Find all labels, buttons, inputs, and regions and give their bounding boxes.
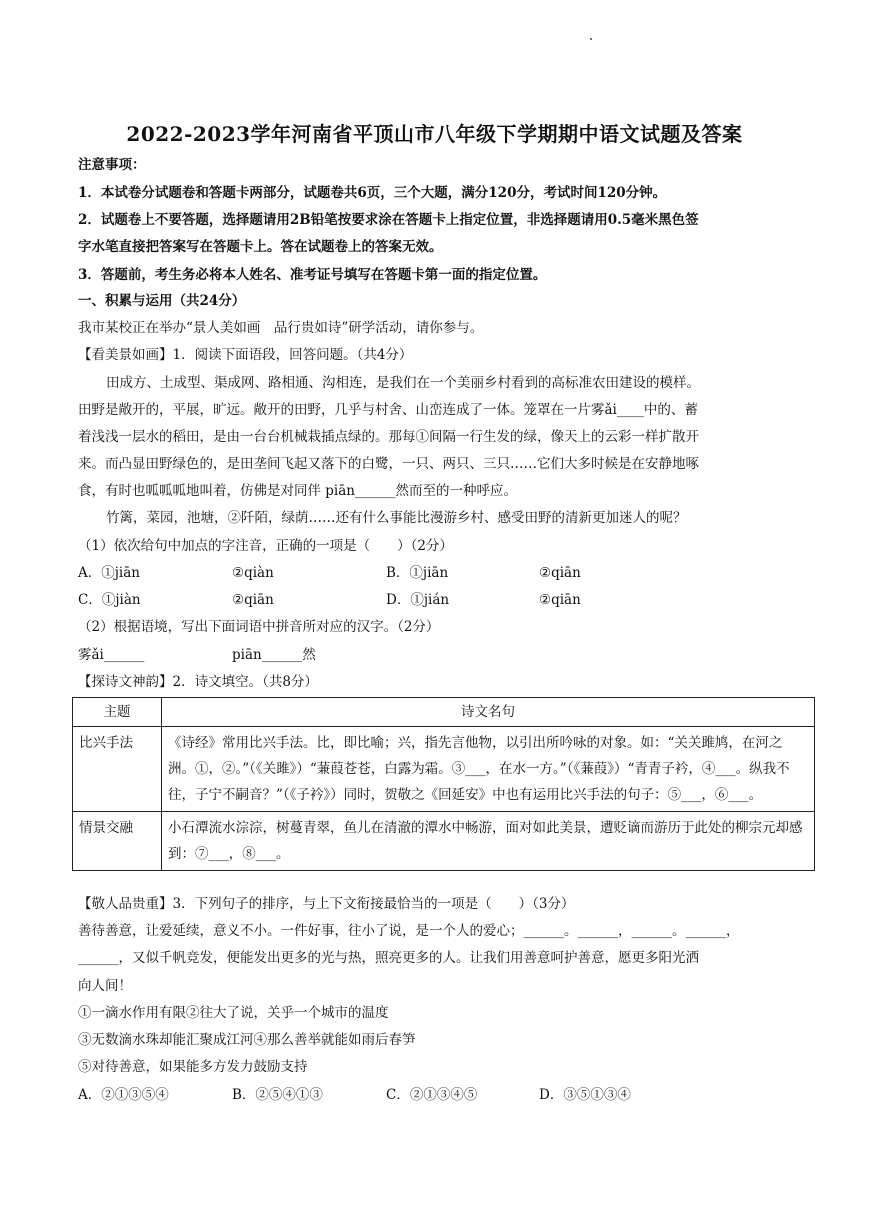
option-b-first: B．①jiān <box>386 565 449 581</box>
passage-line: 食，有时也呱呱呱地叫着，仿佛是对同伴 piān______然而至的一种呼应。 <box>78 483 517 499</box>
option-d-second: ②qiān <box>539 592 581 608</box>
col-lines: 诗文名句 <box>162 698 815 727</box>
notice-item-1: 1．本试卷分试题卷和答题卡两部分，试题卷共6页，三个大题，满分120分，考试时间120分钟。 <box>78 185 667 201</box>
q3-item: ①一滴水作用有限②往大了说，关乎一个城市的温度 <box>78 1005 389 1021</box>
table-header-row <box>73 698 815 727</box>
q3-option-c: C．②①③④⑤ <box>386 1087 478 1103</box>
poem-table <box>72 697 815 871</box>
q1-sub2: （2）根据语境，写出下面词语中拼音所对应的汉字。（2分） <box>78 619 440 635</box>
q3-heading: 【敬人品贵重】3．下列句子的排序，与上下文衔接最恰当的一项是（ ）（3分） <box>78 896 575 912</box>
option-b-second: ②qiān <box>539 565 581 581</box>
fill-blank-1: 雾ǎi______ <box>78 647 145 663</box>
section-intro: 我市某校正在举办“景人美如画 品行贵如诗”研学活动，请你参与。 <box>78 320 484 336</box>
q1-sub1: （1）依次给句中加点的字注音，正确的一项是（ ）（2分） <box>78 538 453 554</box>
row-topic: 比兴手法 <box>73 727 162 812</box>
notice-item-2-cont: 字水笔直接把答案写在答题卡上。答在试题卷上的答案无效。 <box>78 239 443 255</box>
section-heading: 一、积累与运用（共24分） <box>78 293 246 309</box>
passage-line: 着浅浅一层水的稻田，是由一台台机械栽插点绿的。那每①间隔一行生发的绿，像天上的云彩一样扩散开 <box>78 429 699 445</box>
row-topic: 情景交融 <box>73 812 162 871</box>
q3-passage-line: 善待善意，让爱延续，意义不小。一件好事，往小了说，是一个人的爱心；______。______，______。______， <box>78 923 740 939</box>
col-topic: 主题 <box>73 698 162 727</box>
q1-heading: 【看美景如画】1．阅读下面语段，回答问题。（共4分） <box>78 347 413 363</box>
notice-item-2: 2．试题卷上不要答题，选择题请用2B铅笔按要求涂在答题卡上指定位置，非选择题请用0.5毫米黑色签 <box>78 212 699 228</box>
q3-option-b: B．②⑤④①③ <box>232 1087 323 1103</box>
option-a-first: A．①jiān <box>78 565 140 581</box>
row-content: 《诗经》常用比兴手法。比，即比喻；兴，指先言他物，以引出所吟咏的对象。如：“关关雎鸠，在河之洲。①，②。”（《关雎》）“蒹葭苍苍，白露为霜。③___，在水一方。”（《蒹葭》）“青青子衿，④___。纵我不往，子宁不嗣音？”（《子衿》）同时，贺敬之《回延安》中也有运用比兴手法的句子：⑤___，⑥___。 <box>162 727 815 812</box>
q3-option-d: D．③⑤①③④ <box>539 1087 631 1103</box>
q3-item: ⑤对待善意，如果能多方发力鼓励支持 <box>78 1059 308 1075</box>
scan-dot <box>590 38 592 40</box>
option-c-first: C．①jiàn <box>78 592 141 608</box>
passage-line: 田野是敞开的，平展，旷远。敞开的田野，几乎与村舍、山峦连成了一体。笼罩在一片雾ǎi____中的、蓄 <box>78 402 698 418</box>
q3-item: ③无数滴水珠却能汇聚成江河④那么善举就能如雨后春笋 <box>78 1032 416 1048</box>
notice-item-3: 3．答题前，考生务必将本人姓名、准考证号填写在答题卡第一面的指定位置。 <box>78 267 547 283</box>
table-row <box>73 812 815 871</box>
passage-line: 田成方、土成型、渠成网、路相通、沟相连，是我们在一个美丽乡村看到的高标准农田建设的模样。 <box>106 375 700 391</box>
row-content: 小石潭流水淙淙，树蔓青翠，鱼儿在清澈的潭水中畅游，面对如此美景，遭贬谪而游历于此处的柳宗元却感到：⑦___，⑧___。 <box>162 812 815 871</box>
q3-option-a: A．②①③⑤④ <box>78 1087 169 1103</box>
option-c-second: ②qiān <box>232 592 274 608</box>
passage-line: 竹篱，菜园，池塘，②阡陌，绿荫……还有什么事能比漫游乡村、感受田野的清新更加迷人的呢？ <box>106 510 687 526</box>
q3-passage-line: 向人间！ <box>78 978 132 994</box>
fill-blank-2: piān______然 <box>232 647 316 663</box>
table-row <box>73 727 815 812</box>
q3-passage-line: ______，又似千帆竞发，便能发出更多的光与热，照亮更多的人。让我们用善意呵护善意，愿更多阳光洒 <box>78 950 699 966</box>
page-title: 2022-2023学年河南省平顶山市八年级下学期期中语文试题及答案 <box>126 122 743 146</box>
option-a-second: ②qiàn <box>232 565 274 581</box>
notice-heading: 注意事项： <box>78 157 146 173</box>
passage-line: 来。而凸显田野绿色的，是田垄间飞起又落下的白鹭，一只、两只、三只……它们大多时候是在安静地啄 <box>78 456 699 472</box>
option-d-first: D．①jián <box>386 592 450 608</box>
q2-heading: 【探诗文神韵】2．诗文填空。（共8分） <box>78 674 318 690</box>
